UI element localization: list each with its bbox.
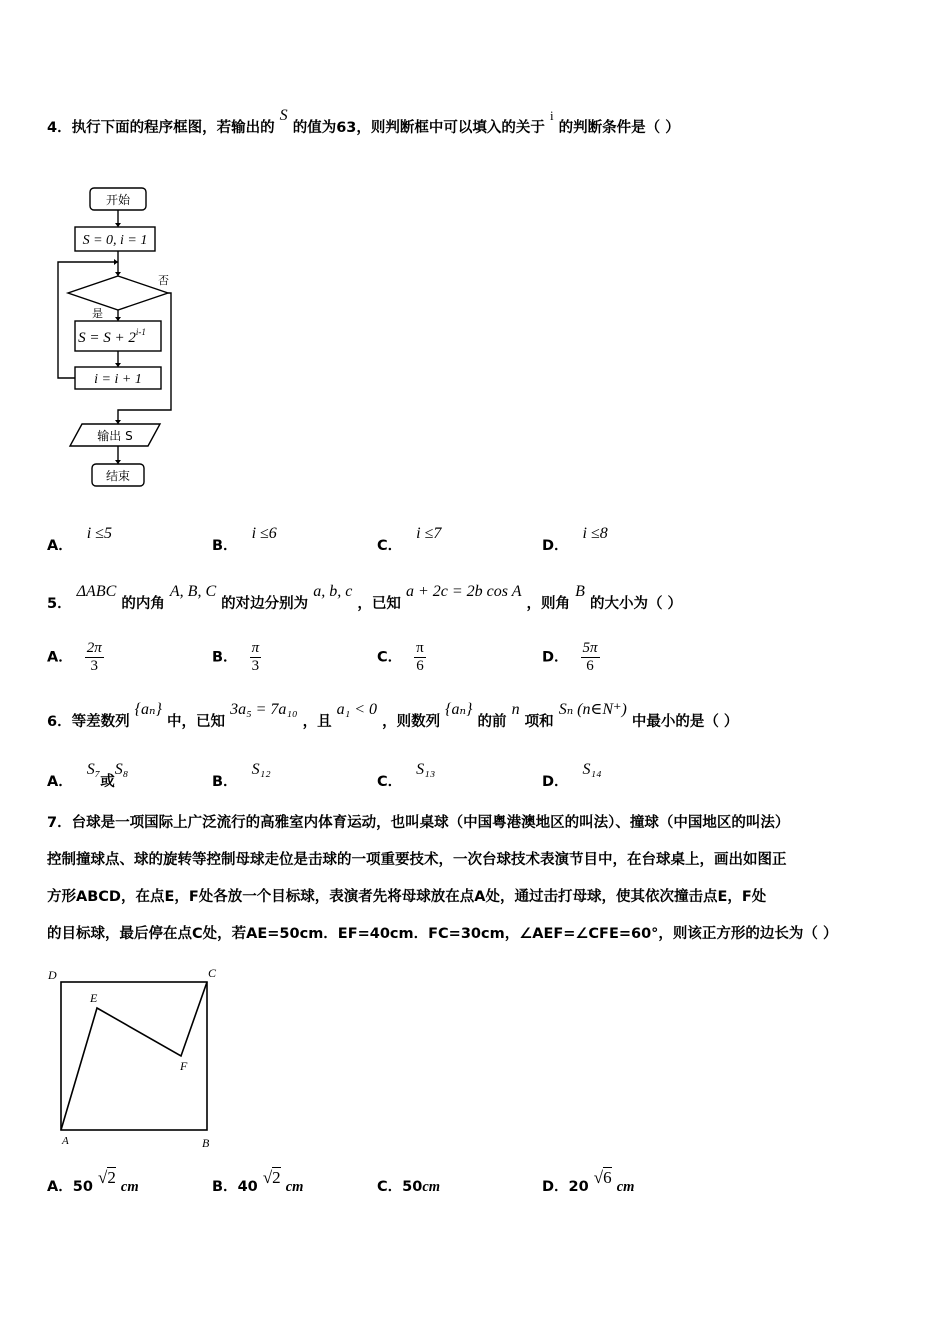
q6-option-d[interactable]: D．S₁₄ [542,761,602,790]
flow-init-text: S = 0, i = 1 [82,233,148,248]
q6-option-b[interactable]: B．S₁₂ [212,761,271,790]
flow-end-text: 结束 [105,469,131,483]
q4-option-a[interactable]: A．i ≤5 [47,525,112,554]
flow-yes-label: 是 [92,307,103,320]
q7-option-b[interactable]: B．40 √2 cm [212,1168,304,1195]
q6-stem: 6．等差数列 {aₙ} 中，已知 3a₅ = 7a₁₀ ，且 a₁ < 0 ，则数列 {aₙ} 的前 n 项和 Sₙ (n∈N⁺) 中最小的是（ ） [47,701,739,730]
q7-line-4: 的目标球，最后停在点C处，若AE=50cm．EF=40cm．FC=30cm，∠AEF=∠CFE=60°，则该正方形的边长为（ ） [47,926,838,942]
flow-decision-diamond [68,276,168,310]
label-b: B [202,1136,210,1150]
label-c: C [208,966,217,980]
q5-option-b[interactable]: B． $\frac{\pi}{3}$ [212,640,260,674]
flow-body-text: $S = S + 2^{i-1}$ [78,327,146,346]
q7-option-d[interactable]: D．20 √6 cm [542,1168,635,1195]
q6-option-c[interactable]: C．S₁₃ [377,761,436,790]
q7-line-1: 7．台球是一项国际上广泛流行的高雅室内体育运动，也叫桌球（中国粤港澳地区的叫法）、撞球（中国地区的叫法） [47,815,790,831]
label-e: E [90,991,98,1005]
q4-var-s: S [279,107,288,124]
q5-stem: 5． ΔABC 的内角 A, B, C 的对边分别为 a, b, c ，已知 a + 2c = 2b cos A ，则角 B 的大小为（ ） [47,583,683,612]
q4-stem: 4．执行下面的程序框图，若输出的 S 的值为63，则判断框中可以填入的关于 i 的判断条件是（ ） [47,107,680,136]
flow-start-text: 开始 [105,193,131,207]
q7-option-a[interactable]: A．50 √2 cm [47,1168,139,1195]
label-d: D [48,968,57,982]
q5-option-a[interactable]: A． $\frac{2\pi}{3}$ [47,640,102,674]
q7-figure [44,964,224,1154]
q5-option-c[interactable]: C． $\frac{\pi}{6}$ [377,640,424,674]
q4-option-d[interactable]: D．i ≤8 [542,525,608,554]
q6-option-a[interactable]: A．S₇或S₈ [47,761,129,790]
q4-var-i: i [549,108,554,123]
q5-option-d[interactable]: D． $\frac{5\pi}{6}$ [542,640,598,674]
q7-line-3: 方形ABCD，在点E，F处各放一个目标球，表演者先将母球放在点A处，通过击打母球，使其依次撞击点E，F处 [47,889,767,905]
q7-line-2: 控制撞球点、球的旋转等控制母球走位是击球的一项重要技术，一次台球技术表演节目中，在台球桌上，画出如图正 [47,852,787,868]
flow-no-label: 否 [158,274,169,287]
flow-incr-text: i = i + 1 [94,372,142,387]
label-a: A [62,1135,69,1147]
label-f: F [180,1059,188,1073]
q4-flowchart [50,180,190,495]
q4-option-b[interactable]: B．i ≤6 [212,525,277,554]
ball-path [61,982,207,1130]
q7-option-c[interactable]: C．50cm [377,1179,441,1195]
q7-stem [47,805,907,953]
q4-option-c[interactable]: C．i ≤7 [377,525,442,554]
flow-output-text: 输出 S [97,429,133,443]
